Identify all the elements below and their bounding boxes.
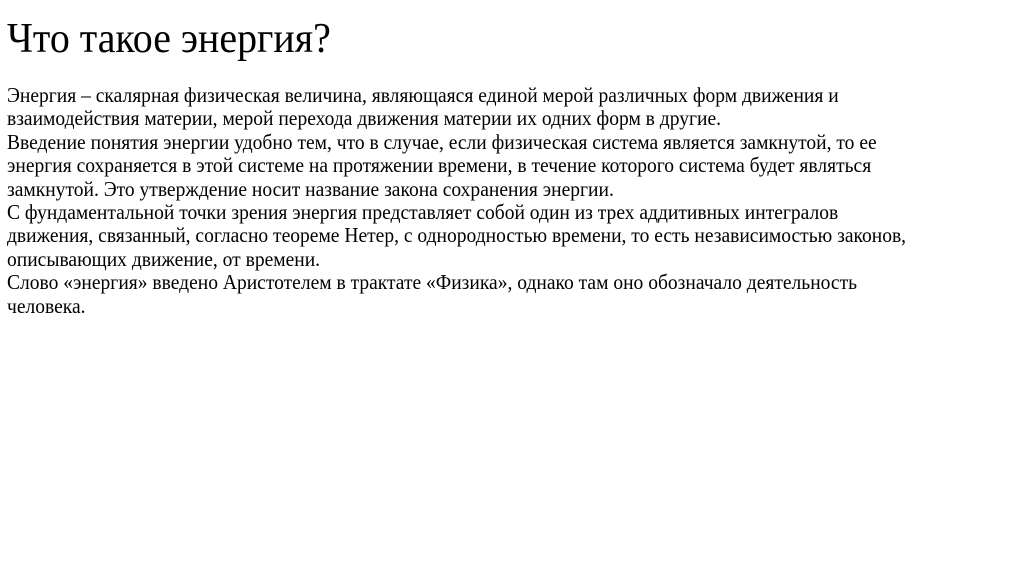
text-line: взаимодействия материи, мерой перехода движения материи их одних форм в другие. [7, 106, 722, 131]
text-line: энергия сохраняется в этой системе на протяжении времени, в течение которого система будет являться [7, 153, 872, 178]
text-line: замкнутой. Это утверждение носит название закона сохранения энергии. [7, 176, 614, 201]
text-line: движения, связанный, согласно теореме Нетер, с однородностью времени, то есть независимостью законов, [7, 223, 907, 248]
text-line: Введение понятия энергии удобно тем, что в случае, если физическая система является замкнутой, то ее [7, 129, 877, 154]
slide-body-text [7, 84, 906, 318]
text-line: С фундаментальной точки зрения энергия представляет собой один из трех аддитивных интегралов [7, 200, 839, 225]
text-line: Слово «энергия» введено Аристотелем в трактате «Физика», однако там оно обозначало деятельность [7, 270, 858, 295]
text-line: человека. [7, 293, 86, 318]
text-line: Энергия – скалярная физическая величина, являющаяся единой мерой различных форм движения и [7, 83, 839, 107]
text-line: описывающих движение, от времени. [7, 246, 321, 271]
slide-title: Что такое энергия? [7, 16, 331, 62]
